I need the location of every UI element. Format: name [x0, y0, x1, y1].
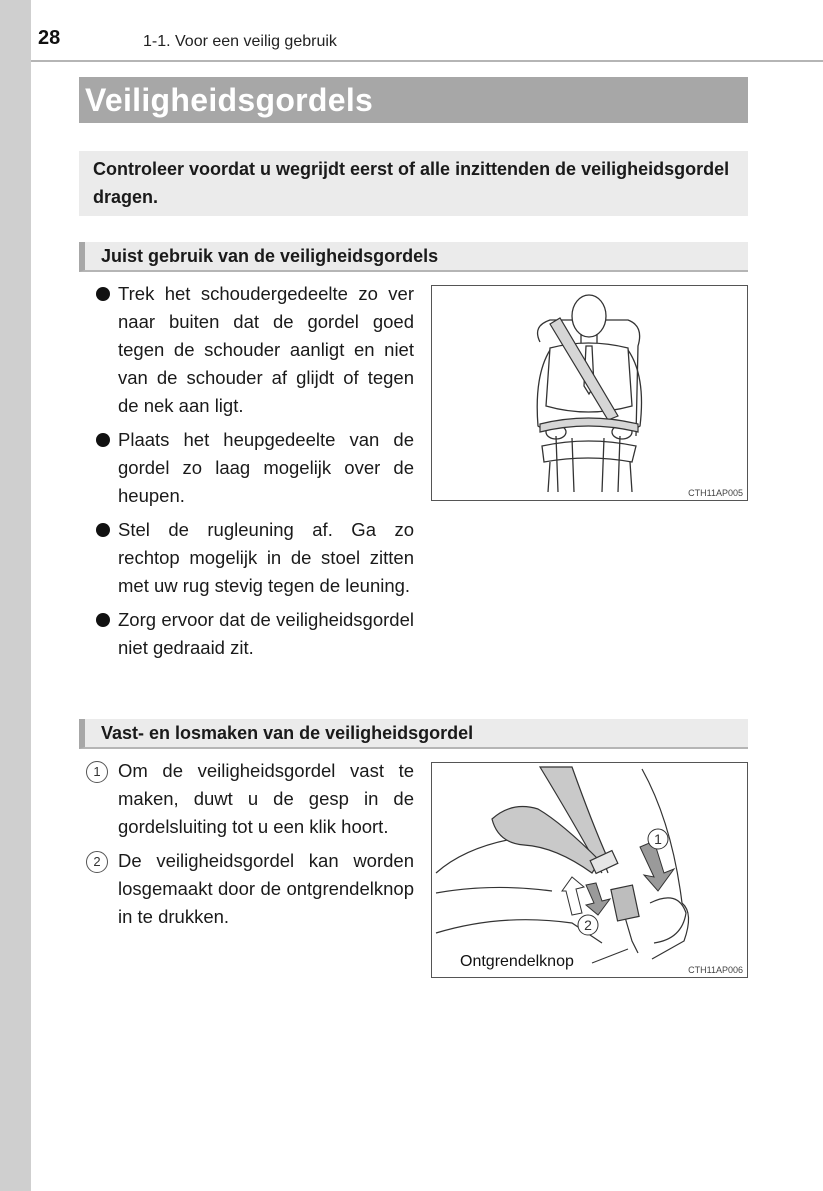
figure-marker-2: 2: [584, 917, 592, 933]
step-number: 2: [86, 851, 108, 873]
list-item: [96, 606, 414, 662]
intro-box: [79, 151, 748, 216]
list-item-text: Trek het schoudergedeelte zo ver naar buiten dat de gordel goed tegen de schouder aanligt en niet van de schouder af glijdt of tegen de nek aan ligt.: [118, 283, 414, 416]
page-number: 28: [38, 27, 61, 49]
page-sidebar-strip: [0, 0, 31, 1191]
bullet-icon: [96, 523, 110, 537]
step-number: 1: [86, 761, 108, 783]
bullet-icon: [96, 287, 110, 301]
release-button-callout: Ontgrendelknop: [460, 953, 574, 970]
header-divider: [31, 60, 823, 62]
list-item: [96, 426, 414, 510]
step-list: [86, 757, 414, 937]
list-item-text: Plaats het heupgedeelte van de gordel zo laag mogelijk over de heupen.: [118, 429, 414, 506]
buckle-illustration: [432, 763, 747, 977]
list-item-text: De veiligheidsgordel kan worden losgemaakt door de ontgrendelknop in te drukken.: [118, 850, 414, 927]
list-item: [86, 847, 414, 931]
section-label: 1-1. Voor een veilig gebruik: [143, 33, 337, 50]
bullet-icon: [96, 613, 110, 627]
page-title: Veiligheidsgordels: [79, 77, 748, 123]
seated-person-illustration: [432, 286, 747, 500]
bullet-icon: [96, 433, 110, 447]
bullet-list: [96, 280, 414, 668]
list-item-text: Stel de rugleuning af. Ga zo rechtop mogelijk in de stoel zitten met uw rug stevig tegen de leuning.: [118, 519, 414, 596]
section-heading-text: Juist gebruik van de veiligheidsgordels: [101, 246, 439, 266]
figure-marker-1: 1: [654, 831, 662, 847]
figure-seated-person: [431, 285, 748, 501]
list-item-text: Zorg ervoor dat de veiligheidsgordel niet gedraaid zit.: [118, 609, 414, 658]
list-item: [96, 516, 414, 600]
list-item: [96, 280, 414, 420]
figure-code: CTH11AP005: [688, 488, 743, 498]
section-heading-text: Vast- en losmaken van de veiligheidsgordel: [101, 723, 474, 743]
section-heading-correct-use: [79, 242, 748, 272]
intro-text: Controleer voordat u wegrijdt eerst of alle inzittenden de veiligheidsgordel dragen.: [93, 159, 730, 207]
list-item-text: Om de veiligheidsgordel vast te maken, duwt u de gesp in de gordelsluiting tot u een klik hoort.: [118, 760, 414, 837]
list-item: [86, 757, 414, 841]
figure-buckle: [431, 762, 748, 978]
figure-code: CTH11AP006: [688, 965, 743, 975]
section-heading-fasten-release: [79, 719, 748, 749]
